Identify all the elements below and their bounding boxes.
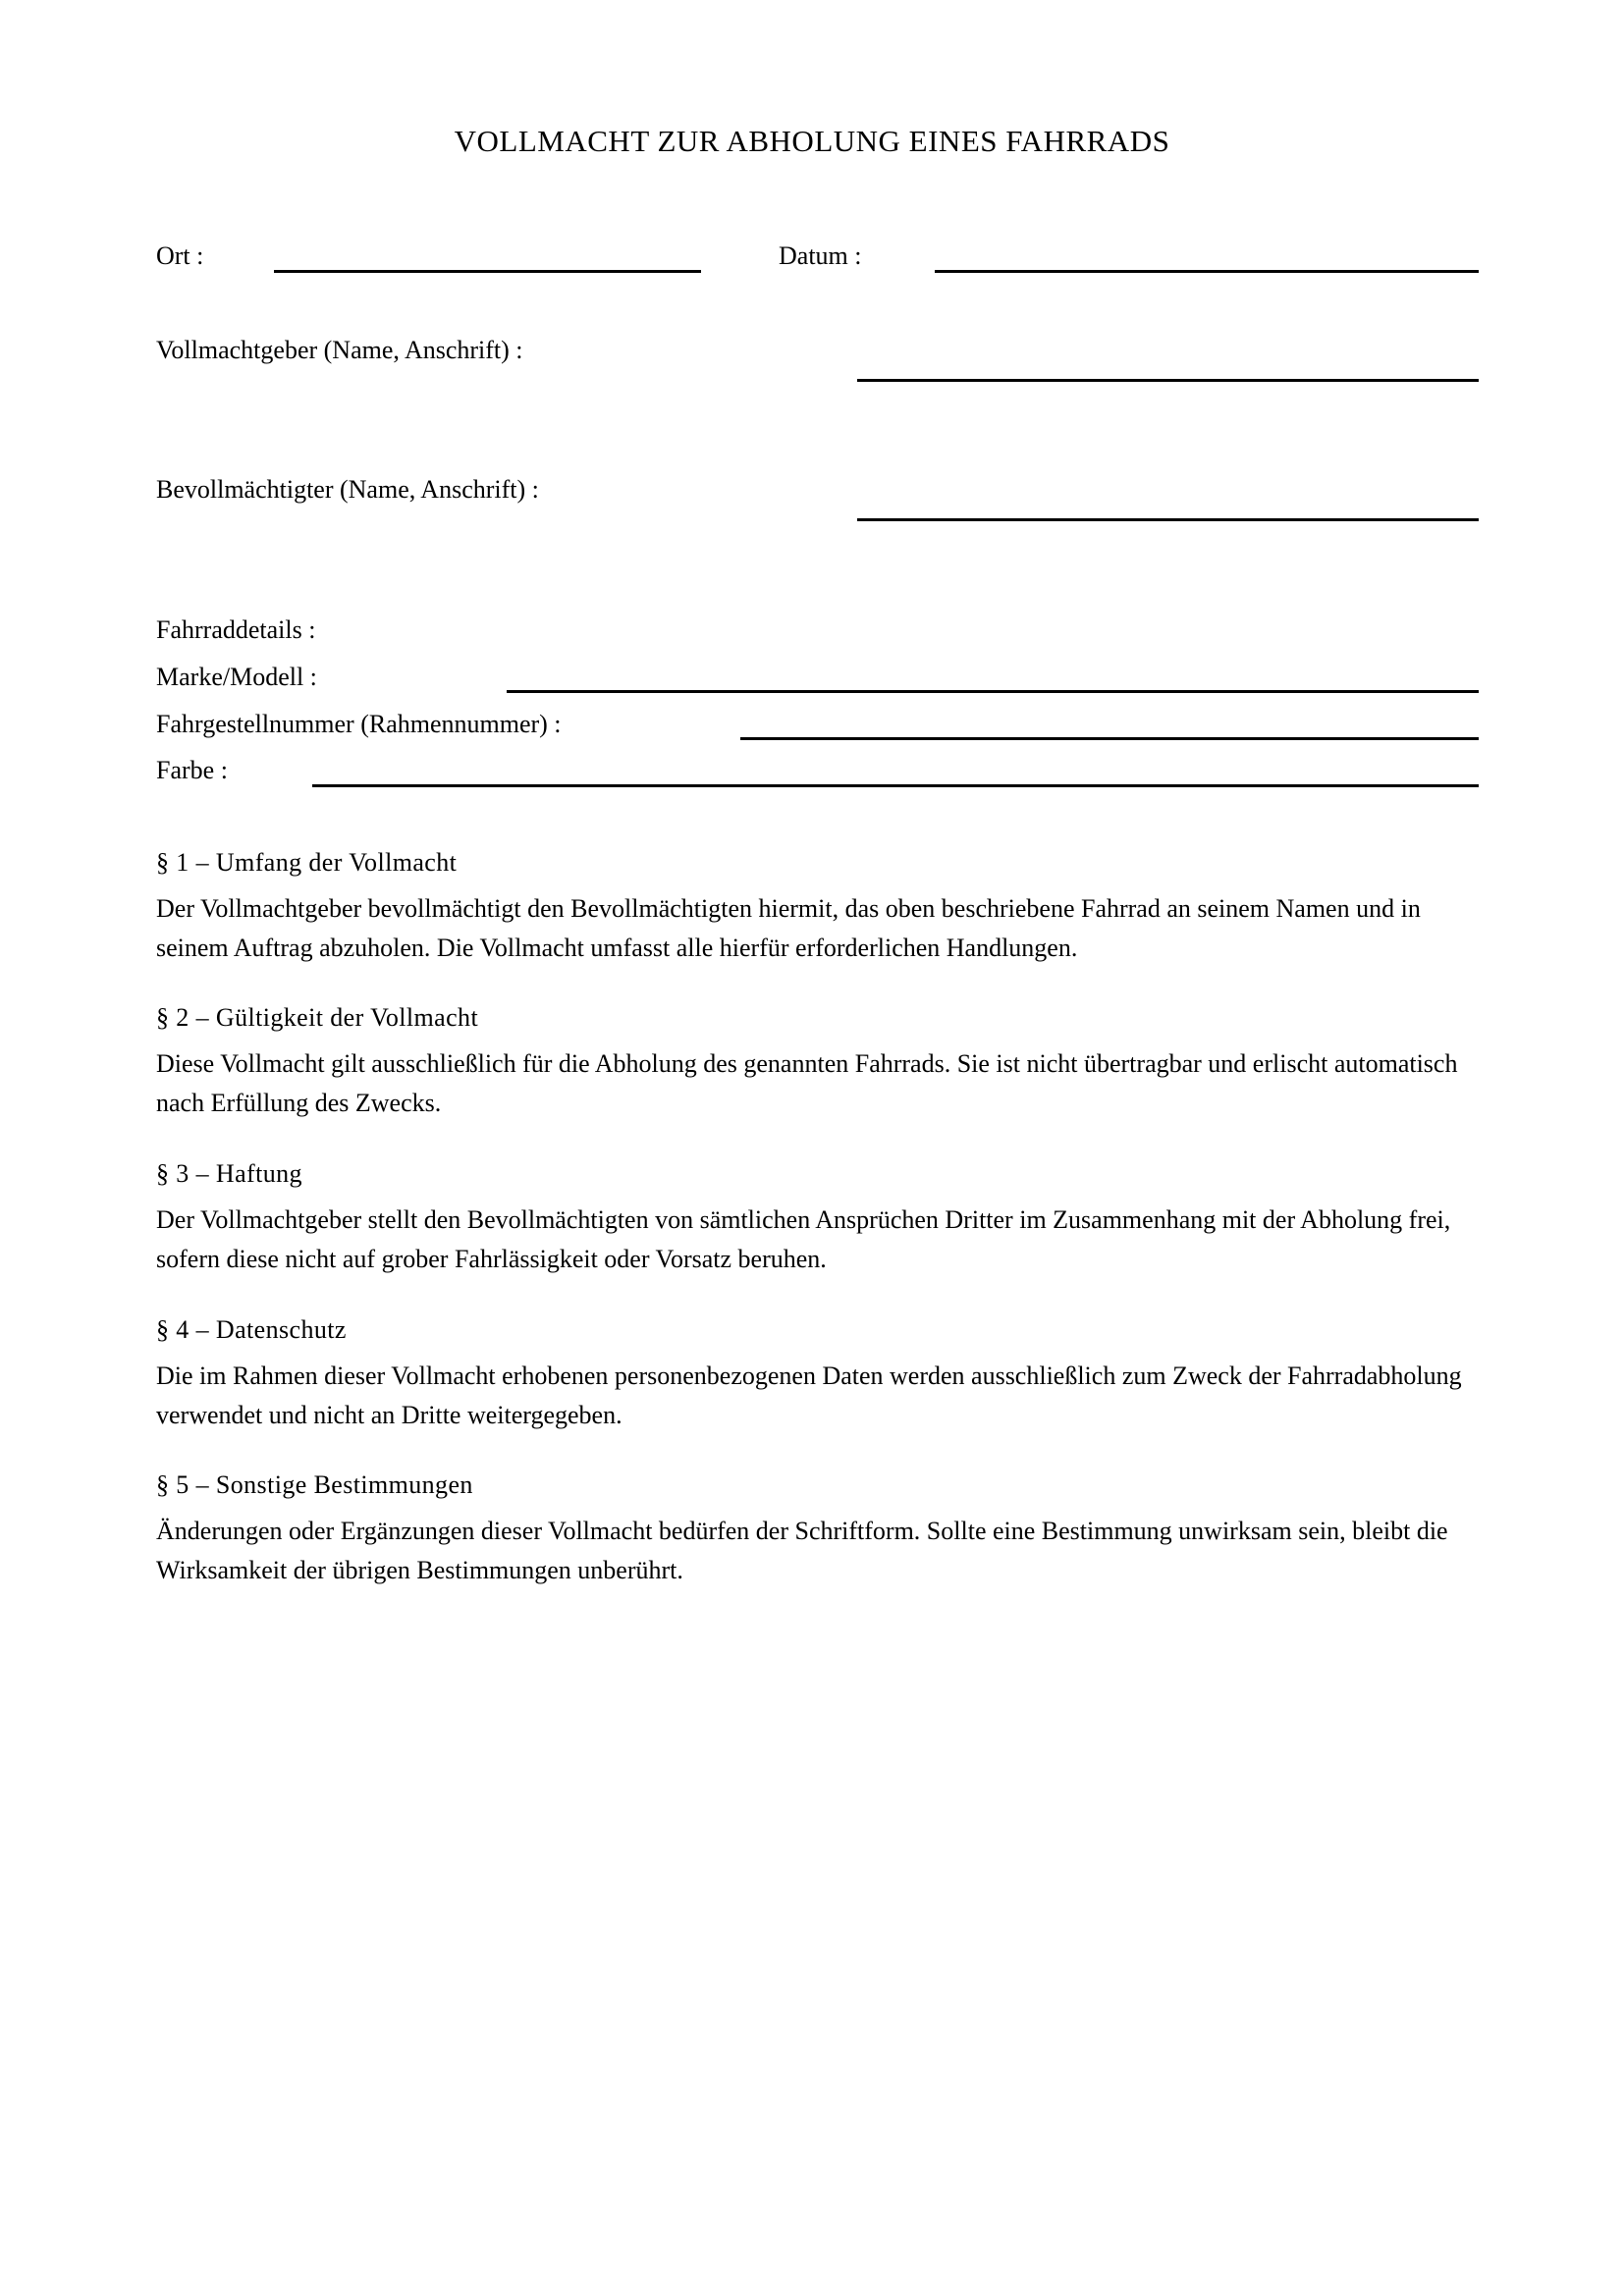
section-2-heading: § 2 – Gültigkeit der Vollmacht bbox=[156, 1003, 479, 1032]
section-2-body: Diese Vollmacht gilt ausschließlich für die Abholung des genannten Fahrrads. Sie ist nicht übertragbar und erlischt automatisch nach Erfüllung des Zwecks. bbox=[156, 1049, 1458, 1117]
marke-modell-label: Marke/Modell : bbox=[156, 663, 317, 691]
bevollmaechtigter-label: Bevollmächtigter (Name, Anschrift) : bbox=[156, 475, 539, 504]
vollmachtgeber-field-line[interactable] bbox=[857, 379, 1479, 382]
ort-field-line[interactable] bbox=[274, 270, 701, 273]
section-5-heading: § 5 – Sonstige Bestimmungen bbox=[156, 1470, 473, 1499]
section-3-body: Der Vollmachtgeber stellt den Bevollmächtigten von sämtlichen Ansprüchen Dritter im Zusammenhang mit der Abholung frei, sofern diese nicht auf grober Fahrlässigkeit oder Vorsatz beruhen. bbox=[156, 1205, 1451, 1273]
farbe-field-line[interactable] bbox=[312, 784, 1479, 787]
section-1-heading: § 1 – Umfang der Vollmacht bbox=[156, 848, 458, 877]
section-1-body: Der Vollmachtgeber bevollmächtigt den Bevollmächtigten hiermit, das oben beschriebene Fahrrad an seinem Namen und in seinem Auftrag abzuholen. Die Vollmacht umfasst alle hierfür erforderlichen Handlungen. bbox=[156, 894, 1421, 962]
fahrgestellnummer-field-line[interactable] bbox=[740, 737, 1479, 740]
vollmachtgeber-label: Vollmachtgeber (Name, Anschrift) : bbox=[156, 336, 523, 364]
fahrraddetails-label: Fahrraddetails : bbox=[156, 615, 316, 644]
document-title: VOLLMACHT ZUR ABHOLUNG EINES FAHRRADS bbox=[454, 124, 1170, 158]
datum-label: Datum : bbox=[779, 241, 862, 270]
fahrgestellnummer-label: Fahrgestellnummer (Rahmennummer) : bbox=[156, 710, 562, 738]
section-4-body: Die im Rahmen dieser Vollmacht erhobenen personenbezogenen Daten werden ausschließlich zum Zweck der Fahrradabholung verwendet und nicht an Dritte weitergegeben. bbox=[156, 1362, 1462, 1429]
ort-label: Ort : bbox=[156, 241, 204, 270]
datum-field-line[interactable] bbox=[935, 270, 1479, 273]
section-3-heading: § 3 – Haftung bbox=[156, 1159, 302, 1188]
section-5-body: Änderungen oder Ergänzungen dieser Vollmacht bedürfen der Schriftform. Sollte eine Bestimmung unwirksam sein, bleibt die Wirksamkeit der übrigen Bestimmungen unberührt. bbox=[156, 1517, 1448, 1584]
section-4-heading: § 4 – Datenschutz bbox=[156, 1315, 347, 1344]
bevollmaechtigter-field-line[interactable] bbox=[857, 518, 1479, 521]
marke-modell-field-line[interactable] bbox=[507, 690, 1479, 693]
farbe-label: Farbe : bbox=[156, 756, 228, 784]
